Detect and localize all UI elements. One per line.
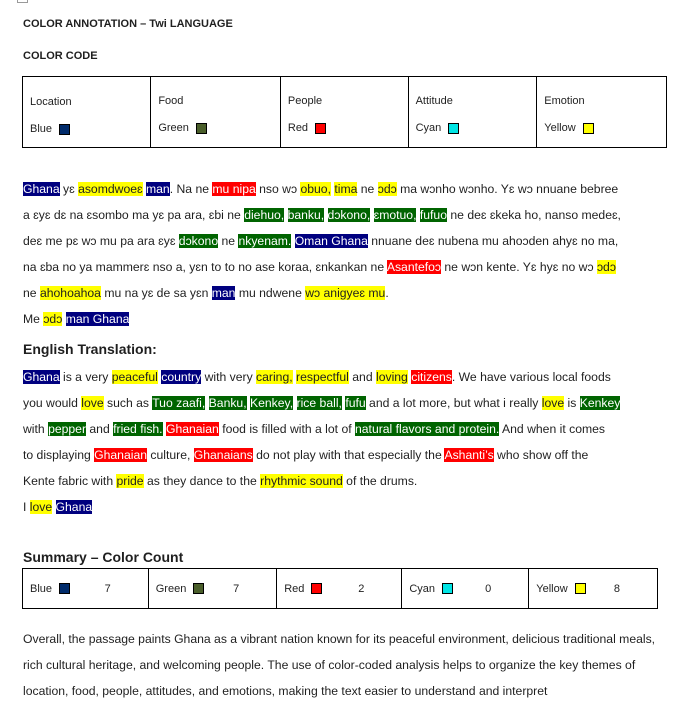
plain-text: and (348, 370, 376, 384)
summary-heading: Summary – Color Count (23, 549, 184, 565)
red-annotation: Ghanaian (165, 422, 219, 436)
yellow-annotation: love (29, 500, 53, 514)
green-annotation: Tuo zaafi, (152, 396, 206, 410)
green-annotation: Kenkey (579, 396, 621, 410)
text-line (23, 306, 665, 332)
green-annotation: diehuo, (244, 208, 285, 222)
yellow-annotation: wɔ anigyeɛ mu (305, 286, 386, 300)
blue-swatch (59, 583, 70, 594)
plain-text: do not play with that especially the (252, 448, 445, 462)
yellow-annotation: respectful (296, 370, 349, 384)
text-line (23, 228, 665, 254)
yellow-annotation: love (541, 396, 565, 410)
green-annotation: fufu (345, 396, 366, 410)
green-swatch (193, 583, 204, 594)
english-translation-heading: English Translation: (23, 341, 157, 357)
color-code-cell-emotion (537, 77, 667, 148)
color-label: Red (284, 582, 305, 595)
color-count: 7 (233, 582, 240, 595)
summary-cell-green (148, 569, 276, 609)
green-annotation: dɔkono (178, 234, 219, 248)
green-annotation: pepper (48, 422, 87, 436)
blue-swatch (59, 124, 70, 135)
plain-text: and (86, 422, 114, 436)
category-label: People (287, 95, 323, 107)
green-annotation: rice ball, (296, 396, 342, 410)
plain-text: mu na yɛ de sa yɛn (100, 286, 212, 300)
yellow-annotation: loving (375, 370, 408, 384)
summary-cell-yellow (529, 569, 658, 609)
plain-text: nnuane deɛ nubena mu ahoɔden ahyɛ no ma, (367, 234, 619, 248)
plain-text: as they dance to the (143, 474, 261, 488)
plain-text: such as (103, 396, 153, 410)
plain-text: . Na ne (169, 182, 213, 196)
green-swatch (196, 123, 207, 134)
green-annotation: dɔkono, (327, 208, 371, 222)
color-label: Yellow (544, 122, 576, 134)
green-annotation: natural flavors and protein. (355, 422, 500, 436)
text-line (23, 416, 665, 442)
plain-text: ne wɔn kente. Yɛ hyɛ no wɔ (441, 260, 597, 274)
color-code-cell-attitude (408, 77, 537, 148)
summary-count-table (22, 568, 658, 609)
color-count: 8 (613, 582, 620, 595)
color-code-cell-people (280, 77, 408, 148)
yellow-annotation: ɔdɔ (377, 182, 397, 196)
blue-annotation: Ghana (23, 370, 60, 384)
color-label: Blue (30, 582, 53, 595)
color-code-cell-food (151, 77, 281, 148)
yellow-swatch (583, 123, 594, 134)
yellow-annotation: love (81, 396, 104, 410)
plain-text: Kente fabric with (23, 474, 117, 488)
document-corner-mark (17, 0, 28, 3)
text-line (23, 280, 665, 306)
blue-annotation: Ghana (55, 500, 93, 514)
category-label: Attitude (415, 95, 453, 107)
text-line (23, 494, 665, 520)
category-label: Food (158, 95, 184, 107)
plain-text: I (23, 500, 30, 514)
color-code-cell-location (23, 77, 151, 148)
color-label: Yellow (536, 582, 568, 595)
green-annotation: banku, (287, 208, 325, 222)
plain-text: yɛ (59, 182, 79, 196)
plain-text: a ɛyɛ dɛ na ɛsombo ma yɛ pa ara, ɛbi ne (23, 208, 245, 222)
color-label: Green (158, 122, 189, 134)
color-count: 2 (358, 582, 365, 595)
plain-text: food is filled with a lot of (218, 422, 355, 436)
yellow-swatch (575, 583, 586, 594)
twi-passage (23, 176, 665, 332)
cyan-swatch (448, 123, 459, 134)
yellow-annotation: ɔdɔ (43, 312, 63, 326)
green-annotation: Banku, (208, 396, 247, 410)
yellow-annotation: rhythmic sound (260, 474, 343, 488)
summary-cell-cyan (402, 569, 529, 609)
color-count: 0 (485, 582, 492, 595)
red-swatch (315, 123, 326, 134)
plain-text: and a lot more, but what i really (365, 396, 542, 410)
green-annotation: ɛmotuo, (373, 208, 417, 222)
red-swatch (311, 583, 322, 594)
plain-text: with very (201, 370, 257, 384)
cyan-swatch (442, 583, 453, 594)
plain-text: na ɛba no ya mammerɛ nso a, yɛn to to no ase koraa, ɛnkankan ne (23, 260, 387, 274)
green-annotation: fufuo (419, 208, 447, 222)
blue-annotation: country (161, 370, 202, 384)
plain-text: ne (357, 182, 378, 196)
plain-text: Me (23, 312, 44, 326)
yellow-annotation: obuo, (300, 182, 331, 196)
plain-text: is a very (59, 370, 112, 384)
text-line (23, 390, 665, 416)
summary-paragraph: Overall, the passage paints Ghana as a vibrant nation known for its peaceful environment, delicious traditional meals, rich cultural heritage, and welcoming people. The use of color-coded analysis helps to organize the key themes of location, food, people, attitudes, and emotions, making the text easier to understand and interpret (23, 632, 656, 698)
red-annotation: Ghanaians (193, 448, 253, 462)
text-line (23, 202, 665, 228)
text-line (23, 176, 665, 202)
yellow-annotation: tima (334, 182, 358, 196)
color-code-heading: COLOR CODE (23, 50, 98, 62)
plain-text: is (564, 396, 580, 410)
color-label: Cyan (415, 122, 442, 134)
plain-text: you would (23, 396, 82, 410)
green-annotation: fried fish. (113, 422, 163, 436)
green-annotation: Kenkey, (250, 396, 294, 410)
plain-text: . (385, 286, 389, 300)
english-passage (23, 364, 665, 520)
blue-annotation: Oman Ghana (294, 234, 368, 248)
yellow-annotation: caring, (256, 370, 293, 384)
color-label: Blue (30, 123, 53, 135)
plain-text: . We have various local foods (451, 370, 611, 384)
summary-cell-red (277, 569, 402, 609)
plain-text: ne deɛ ɛkeka ho, nanso medeɛ, (446, 208, 621, 222)
plain-text: with (23, 422, 49, 436)
document-title: COLOR ANNOTATION – Twi LANGUAGE (23, 18, 233, 30)
color-label: Red (287, 122, 309, 134)
blue-annotation: man (211, 286, 236, 300)
yellow-annotation: ahohoahoa (39, 286, 101, 300)
color-label: Cyan (409, 582, 436, 595)
plain-text: of the drums. (342, 474, 418, 488)
plain-text: culture, (147, 448, 194, 462)
yellow-annotation: ɔdɔ (596, 260, 616, 274)
plain-text: And when it comes (499, 422, 605, 436)
plain-text: nso wɔ (255, 182, 301, 196)
text-line (23, 442, 665, 468)
red-annotation: Ashanti’s (444, 448, 494, 462)
category-label: Location (30, 96, 72, 108)
color-code-table (22, 76, 667, 148)
red-annotation: Ghanaian (94, 448, 147, 462)
red-annotation: citizens (411, 370, 452, 384)
yellow-annotation: pride (116, 474, 144, 488)
category-label: Emotion (544, 95, 585, 107)
plain-text: ne (23, 286, 40, 300)
plain-text: mu ndwene (235, 286, 306, 300)
red-annotation: mu nipa (212, 182, 256, 196)
color-label: Green (155, 582, 187, 595)
plain-text: deɛ me pɛ wɔ mu pa ara ɛyɛ (23, 234, 179, 248)
plain-text: ne (218, 234, 239, 248)
green-annotation: nkyenam. (238, 234, 292, 248)
blue-annotation: man (145, 182, 170, 196)
red-annotation: Asantefoɔ (386, 260, 442, 274)
summary-cell-blue (23, 569, 149, 609)
plain-text: who show off the (493, 448, 589, 462)
blue-annotation: Ghana (23, 182, 60, 196)
yellow-annotation: asomdwoeɛ (78, 182, 143, 196)
yellow-annotation: peaceful (111, 370, 158, 384)
plain-text: to displaying (23, 448, 95, 462)
text-line (23, 468, 665, 494)
plain-text: ma wɔnho wɔnho. Yɛ wɔ nnuane bebree (396, 182, 619, 196)
text-line (23, 254, 665, 280)
text-line (23, 364, 665, 390)
blue-annotation: man Ghana (65, 312, 130, 326)
color-count: 7 (104, 582, 111, 595)
